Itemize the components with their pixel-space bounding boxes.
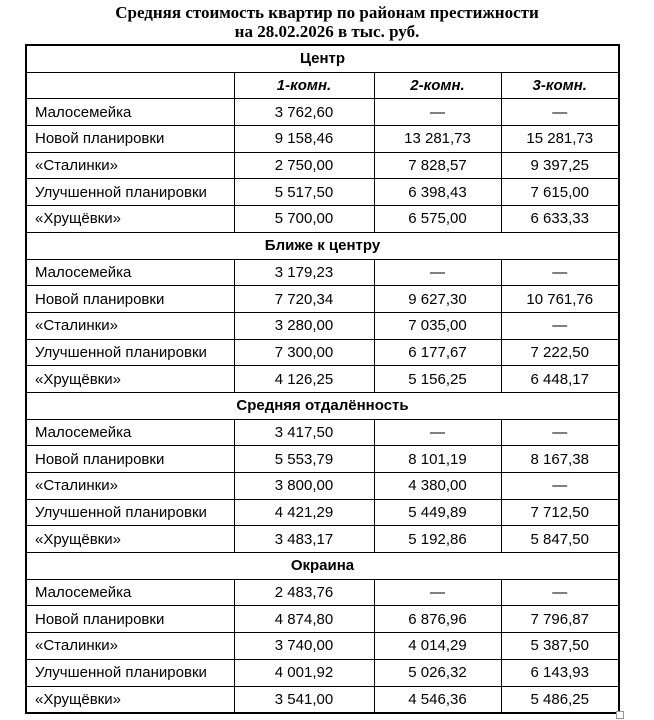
cell-value: 3 541,00 [234, 686, 374, 713]
row-label: Новой планировки [26, 446, 234, 473]
cell-value: 3 417,50 [234, 419, 374, 446]
column-header-1room: 1-комн. [234, 72, 374, 99]
cell-value: — [501, 99, 619, 126]
table-row [26, 152, 619, 179]
cell-value: 4 001,92 [234, 659, 374, 686]
cell-value: 5 449,89 [374, 499, 501, 526]
cell-value: 6 575,00 [374, 206, 501, 233]
section-title: Окраина [26, 553, 619, 580]
cell-value: 5 486,25 [501, 686, 619, 713]
document-title-line2: на 28.02.2026 в тыс. руб. [234, 22, 420, 41]
cell-value: 7 720,34 [234, 286, 374, 313]
table-row [26, 579, 619, 606]
cell-value: 3 762,60 [234, 99, 374, 126]
column-header-2room: 2-комн. [374, 72, 501, 99]
cell-value: 5 387,50 [501, 633, 619, 660]
table-row [26, 499, 619, 526]
row-label: «Сталинки» [26, 633, 234, 660]
cell-value: 3 483,17 [234, 526, 374, 553]
cell-value: 8 101,19 [374, 446, 501, 473]
table-row [26, 526, 619, 553]
cell-value: 7 828,57 [374, 152, 501, 179]
cell-value: 3 179,23 [234, 259, 374, 286]
cell-value: 3 280,00 [234, 312, 374, 339]
row-label: Новой планировки [26, 606, 234, 633]
row-label: «Сталинки» [26, 473, 234, 500]
section-title: Средняя отдалённость [26, 392, 619, 419]
cell-value: — [374, 419, 501, 446]
cell-value: 5 517,50 [234, 179, 374, 206]
cell-value: 2 750,00 [234, 152, 374, 179]
table-row [26, 179, 619, 206]
cell-value: 7 035,00 [374, 312, 501, 339]
table-row [26, 126, 619, 153]
cell-value: 7 796,87 [501, 606, 619, 633]
cell-value: 6 177,67 [374, 339, 501, 366]
table-row [26, 99, 619, 126]
cell-value: 7 712,50 [501, 499, 619, 526]
cell-value: 4 126,25 [234, 366, 374, 393]
cell-value: 4 421,29 [234, 499, 374, 526]
section-header-outskirts [26, 553, 619, 580]
row-label: Новой планировки [26, 126, 234, 153]
cell-value: 10 761,76 [501, 286, 619, 313]
section-title: Ближе к центру [26, 232, 619, 259]
row-label: Улучшенной планировки [26, 499, 234, 526]
column-header-3room: 3-комн. [501, 72, 619, 99]
cell-value: 3 740,00 [234, 633, 374, 660]
cell-value: 4 380,00 [374, 473, 501, 500]
row-label: Малосемейка [26, 419, 234, 446]
cell-value: — [374, 99, 501, 126]
cell-value: — [501, 579, 619, 606]
table-row [26, 446, 619, 473]
cell-value: 8 167,38 [501, 446, 619, 473]
cell-value: — [374, 259, 501, 286]
cell-value: — [501, 259, 619, 286]
cell-value: 6 876,96 [374, 606, 501, 633]
document-title-line1: Средняя стоимость квартир по районам престижности [115, 3, 539, 22]
row-label: Улучшенной планировки [26, 179, 234, 206]
cell-value: — [374, 579, 501, 606]
document-title [0, 3, 654, 41]
table-row [26, 366, 619, 393]
cell-value: — [501, 312, 619, 339]
cell-value: 5 553,79 [234, 446, 374, 473]
cell-value: — [501, 473, 619, 500]
section-header-center [26, 45, 619, 72]
cell-value: 5 847,50 [501, 526, 619, 553]
cell-value: 4 874,80 [234, 606, 374, 633]
row-label: «Сталинки» [26, 152, 234, 179]
cell-value: 6 143,93 [501, 659, 619, 686]
row-label: «Хрущёвки» [26, 686, 234, 713]
row-label: «Хрущёвки» [26, 206, 234, 233]
section-title: Центр [26, 45, 619, 72]
table-resize-handle[interactable] [616, 711, 624, 719]
row-label: Малосемейка [26, 579, 234, 606]
column-header-row [26, 72, 619, 99]
cell-value: 9 158,46 [234, 126, 374, 153]
cell-value: 5 026,32 [374, 659, 501, 686]
cell-value: 2 483,76 [234, 579, 374, 606]
cell-value: 7 615,00 [501, 179, 619, 206]
row-label: Малосемейка [26, 99, 234, 126]
cell-value: 6 448,17 [501, 366, 619, 393]
cell-value: 4 546,36 [374, 686, 501, 713]
cell-value: 9 397,25 [501, 152, 619, 179]
row-label: Улучшенной планировки [26, 339, 234, 366]
column-header-empty [26, 72, 234, 99]
table-row [26, 312, 619, 339]
cell-value: 13 281,73 [374, 126, 501, 153]
table-row [26, 206, 619, 233]
row-label: Малосемейка [26, 259, 234, 286]
table-row [26, 686, 619, 713]
cell-value: 6 398,43 [374, 179, 501, 206]
row-label: «Сталинки» [26, 312, 234, 339]
table-row [26, 659, 619, 686]
cell-value: 4 014,29 [374, 633, 501, 660]
row-label: Новой планировки [26, 286, 234, 313]
cell-value: 5 192,86 [374, 526, 501, 553]
cell-value: — [501, 419, 619, 446]
row-label: «Хрущёвки» [26, 366, 234, 393]
row-label: Улучшенной планировки [26, 659, 234, 686]
cell-value: 9 627,30 [374, 286, 501, 313]
cell-value: 7 222,50 [501, 339, 619, 366]
table-row [26, 259, 619, 286]
table-row [26, 633, 619, 660]
row-label: «Хрущёвки» [26, 526, 234, 553]
cell-value: 3 800,00 [234, 473, 374, 500]
section-header-nearer-center [26, 232, 619, 259]
cell-value: 5 156,25 [374, 366, 501, 393]
cell-value: 15 281,73 [501, 126, 619, 153]
table-row [26, 339, 619, 366]
price-table [25, 44, 620, 714]
table-row [26, 419, 619, 446]
table-row [26, 286, 619, 313]
cell-value: 5 700,00 [234, 206, 374, 233]
section-header-middle-distance [26, 392, 619, 419]
cell-value: 7 300,00 [234, 339, 374, 366]
table-row [26, 606, 619, 633]
table-row [26, 473, 619, 500]
cell-value: 6 633,33 [501, 206, 619, 233]
